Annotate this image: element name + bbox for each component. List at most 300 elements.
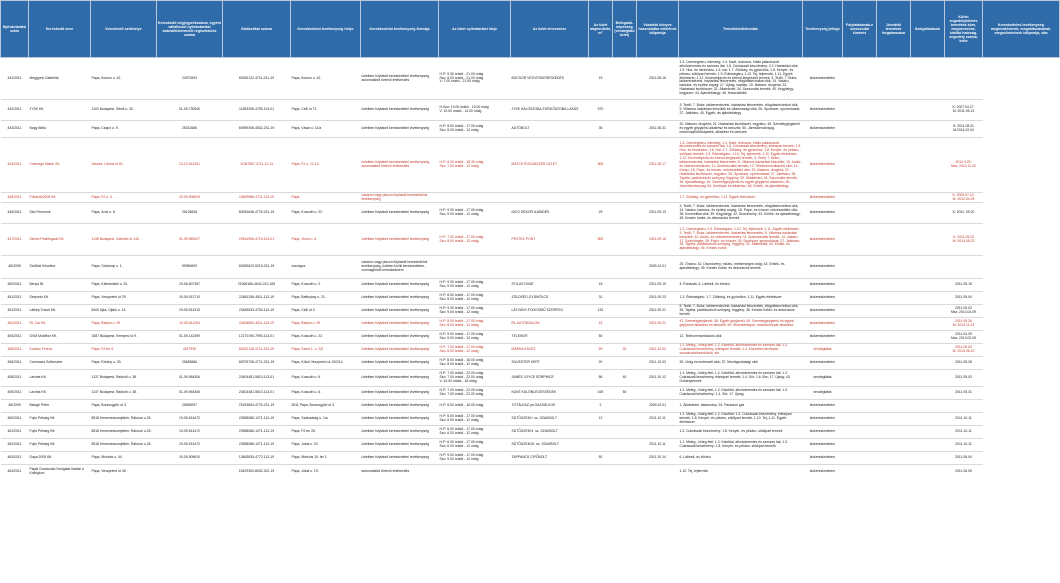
table-cell: 50 [589, 452, 613, 465]
table-cell: üzletben folytatott kereskedelmi tevékenység, automatából történő értékesítés [361, 58, 439, 100]
table-cell: H-P: 9.00 órától - 17.00 óráig Szo: 9.00 órától - 12 óráig [439, 305, 511, 318]
table-cell [613, 138, 637, 193]
table-cell: Nagy Attila [29, 121, 91, 138]
table-cell: 2011.05.28 [945, 357, 983, 370]
table-cell: Pápa, Batthyány u. 21. [291, 292, 361, 305]
table-cell [911, 58, 945, 100]
table-cell: 01-09-142499 [157, 331, 223, 344]
table-cell: 460/2011 [1, 413, 29, 426]
table-cell [877, 344, 911, 357]
table-cell: 2011.05.31 [945, 387, 983, 400]
table-cell: 2011.08.31 [637, 121, 679, 138]
table-cell: 25312686 [157, 121, 223, 138]
table-row [1, 331, 1060, 344]
table-cell: Benyó Bt. [29, 279, 91, 292]
table-cell: vendéglátás [803, 344, 843, 357]
table-cell: 454/2011 [1, 331, 29, 344]
column-header[interactable]: Tevékenység jellege [803, 1, 843, 58]
table-cell: 11353298-4759-113-01 [223, 100, 291, 121]
table-cell: SÜTŐÜZEM II. sz. SZAKBOLT [511, 426, 589, 439]
table-cell: 30. Virág és kertészeti cikk; 37. Mezőgazdasági cikk [679, 357, 803, 370]
table-cell: LÁTVÁNY-FOGGÓMŰ SZÖRFEG [511, 305, 589, 318]
table-cell: üzletben folytatott kereskedelmi tevékenység [361, 305, 439, 318]
column-header[interactable]: Kereskedelmi tevékenység formája [361, 1, 439, 58]
table-cell: 1.1. Meleg-, hideg étel; 1.2. Kávéital, alkoholmentes és szeszes ital; 1.3. Cukrászati készítmény; 1.8. Kenyér- és pékáru, sütőipari termék [679, 439, 803, 452]
column-header[interactable]: Szolgáltatások [911, 1, 945, 58]
table-cell: K: 2009.07.10. M: 2012.04.29 [945, 193, 983, 203]
table-cell: 12170190-7990-113-01 [223, 331, 291, 344]
table-cell: 459/2011 [1, 387, 29, 400]
table-cell [911, 452, 945, 465]
table-cell: üzletben folytatott kereskedelmi tevékenység [361, 370, 439, 387]
table-cell [637, 331, 679, 344]
table-cell: 2011.04.29 Msz: 2013.02.05 [945, 331, 983, 344]
table-cell: 451/2011 [1, 305, 29, 318]
table-cell: Pápa, Kossuth u. 6. [291, 370, 361, 387]
table-cell: 452/2011 [1, 318, 29, 331]
table-cell: KÁVÉ KÜLÖNLEGESSÉGEK [511, 387, 589, 400]
table-cell [911, 439, 945, 452]
table-cell: Pápa, Fő tér 4. [91, 344, 157, 357]
column-header[interactable]: Külön engedélyköteles termékek köre, megnevezése, kiállító hatóság, engedély száma, kelte [945, 1, 983, 58]
table-cell [613, 279, 637, 292]
table-cell: AUTÓBOLT [511, 121, 589, 138]
table-cell [613, 465, 637, 479]
table-cell: 2009.10.01 [637, 400, 679, 413]
table-cell: vendéglátás [803, 370, 843, 387]
table-cell: 23558086-1071-113-19 [223, 413, 291, 426]
table-cell: kiskereskedelem [803, 452, 843, 465]
table-cell: 19-09-514472 [157, 439, 223, 452]
table-cell: Szőllősi Krisztina [29, 256, 91, 279]
table-cell: 6. Lábbeli- és bőráru [679, 452, 803, 465]
table-cell: 464/2011 [1, 465, 29, 479]
table-cell [911, 318, 945, 331]
table-row [1, 387, 1060, 400]
table-cell: Vecsés, Lőrinci út 61. [91, 138, 157, 193]
table-cell: H-P: 7.00 órától - 17.00 óráig Szo: 8.00 órától - 12 óráig [439, 344, 511, 357]
table-cell: Pápa, Vásár u. 11/a [291, 121, 361, 138]
table-cell: Pápa, Jókai u. 19. [291, 465, 361, 479]
table-cell: H-P: 6.00 órától - 17.00 óráig Szo: 6.00 órától - 12 óráig [439, 426, 511, 439]
table-cell: 1.3. Csemegeáru, édesség; 1.4. Kávé, dobozos, fóliás palackozott alkoholmentes és szeszes ital; 1.6. Cukrászati készítmény, édesipari termék; 1.5. Hús- és hentesáru; 1.6. Hal; 1.7. Zöldség- és gyümölcs; 1.8. Kenyér- és pékáru, sütőipari termék; 1.9. Édességáru; 1.10. Tej, tejtermék; 1.11. Egyéb élelmiszer; 1.12. Közérzetjavító és étrend-kiegészítő termék; 3. Textil; 7. Bútor, lakberendezési, háztartási felszerelés; 8. Villamos háztartási készülék; 10. Audio- és videoberendezés; 11. Audiovizuális termék; 12. Telekommunikációs cikk; 14. Könyv; 18. Papír- és írószer, művészellátó cikk; 20. Illatszer, drogéria; 21. Háztartási tisztítószer, vegyiáru; 26. Sportszer, sportruházat; 27. Játékáru; 28. Tapéta, padlóburkoló szőnyeg, függöny; 32. Állateledel; 34. Szezonális termék; 45. Ajándéktárgy; 49. Személygépjármű és egyéb gépjármű alkatrész; 50. Járműkenőanyag; 64. Kerékpár és alkatrész; 65. Emlék- és ajándéktárgy [679, 138, 803, 193]
table-cell: 19-09-506519 [157, 193, 223, 203]
table-cell [843, 58, 877, 100]
table-cell: 1.3. Édességáru; 1.7. Zöldség- és gyümölcs; 1.11. Egyéb élelmiszer [679, 292, 803, 305]
table-cell: H-P: 9.00 órától - 17.00 óráig Szo: 9.00 órától - 12 óráig [439, 203, 511, 224]
table-cell: 2011.05.15 [945, 279, 983, 292]
column-header[interactable]: Kereskedelmi tevékenység megkezdésének, megváltozásának, megszűnésének időpontja, oka [983, 1, 1060, 58]
table-cell: 456/2011 [1, 357, 29, 370]
table-cell: 19 [589, 58, 613, 100]
table-cell: Szepieto Kft. [29, 292, 91, 305]
table-cell: MÁRKA KÁVÉZ [511, 344, 589, 357]
table-cell: Látkép Travel Kft. [29, 305, 91, 318]
table-cell: üzletben folytatott kereskedelmi tevékenység [361, 100, 439, 121]
table-cell: 45/2005 [1, 256, 29, 279]
table-cell: 15429300-8532-322-19 [223, 465, 291, 479]
table-cell [613, 452, 637, 465]
table-cell: H-P: 6.00 órától - 18.30 óráig Szo: 7.00 órától - 13 óráig [439, 138, 511, 193]
table-cell [911, 256, 945, 279]
table-cell [843, 305, 877, 318]
table-cell [613, 318, 637, 331]
table-cell: 21065166-4642-212-169 [223, 279, 291, 292]
table-cell: 1.3. Csemegeáru, édesség; 1.4. Kávé, dobozos, fóliás palackozott alkoholmentes és szeszes ital; 1.6. Cukrászati készítmény; 2.2. Háztartási cikk; 1.5. Hús- és hentesáru, 1.6. hal; 1.7. Zöldség- és gyümölcs; 1.8. Kenyér- és pékáru; sütőipari termék; 1.9. Édességáru; 1.10. Tej, tejtermék; 1.11. Egyéb élelmiszer; 1.12. Közérzetjavító és étrend-kiegészítő termék; 3. Textil, 7. Bútor, lakberendezési, háztartási felszerelés, világítástechnikai cikk; 14. Vasáru, barkács- és építési anyag; 17. Újság, napilap; 19. Illatszer, drogéria; 23. Háztartási tisztítószer; 32. Állateledel; 34. Szezonális termék; 40. Kegytárgy, kegyszer; 44. Ajándéktárgy; 46. Használtcikk [679, 58, 803, 100]
table-cell: 15 [589, 279, 613, 292]
table-cell: Pápa, Szabadság u. 1/a [291, 413, 361, 426]
table-cell: Pápa, Bocsor u. 41. [91, 58, 157, 100]
column-header[interactable]: Kereskedő neve [29, 1, 91, 58]
table-cell: kiskereskedelem [803, 279, 843, 292]
table-cell: 5. Textil; 7. Bútor, lakberendezési; háztartási felszerelés, világítástechnikai cikk; 28. Tapéta, padlóburkoló szőnyeg, függöny; 45. Kreatív hobbi- és dekorációs termék [679, 305, 803, 318]
table-row [1, 224, 1060, 256]
table-row [1, 100, 1060, 121]
table-cell: Czizmazia Szilveszter [29, 357, 91, 370]
table-cell [945, 256, 983, 279]
table-cell: 1.10. Tej, tejtermék [679, 465, 803, 479]
table-cell: Csemege Match Zrt. [29, 138, 91, 193]
table-cell: 1.1. Meleg-, hideg étel; 1.2. Kávéital, alkoholmentes és szeszes ital; 1.3. Cukrászati készítmény; 1.4. Sör; 17. Újság [679, 387, 803, 400]
table-cell: 19-09-511294 [157, 318, 223, 331]
table-cell: kiskereskedelem [803, 465, 843, 479]
table-cell: 24404892-4511-113-19 [223, 318, 291, 331]
table-cell [613, 331, 637, 344]
table-cell [613, 100, 637, 121]
table-cell: 2011.10.03 [637, 344, 679, 357]
table-cell [637, 100, 679, 121]
table-cell [843, 256, 877, 279]
column-header[interactable]: Vásárlók könyve használatba vételének időpontja [637, 1, 679, 58]
table-cell: kiskereskedelem [803, 193, 843, 203]
table-cell: 25. Óraáru; 42. Dísznövény, műáru, mesterséges virág; 43. Emlék- és ajándéktárgy; 45. Kreatív hobbi- és dekorációs termék [679, 256, 803, 279]
table-cell: 2011.10.11 [637, 413, 679, 426]
table-cell: 463/2011 [1, 452, 29, 465]
table-cell: üzletben folytatott kereskedelmi tevékenység [361, 224, 439, 256]
column-header[interactable]: Termékkörök/bontás [679, 1, 803, 58]
table-cell: 19-09-514472 [157, 426, 223, 439]
table-cell: 50 [589, 331, 613, 344]
table-cell: 1.1. Meleg-, hideg étel; 1.2. Kávéital; 1.3. Cukrászati készítmény, édesipari termék; 1.8. Kenyér- és pékáru, sütőipari termék; 1.10. Tej; 1.11. Egyéb élelmiszer [679, 413, 803, 426]
column-header[interactable]: Nyilvántartási szám [1, 1, 29, 58]
table-cell: 75193664-4776-231-19 [223, 400, 291, 413]
table-cell: kiskereskedelem [803, 318, 843, 331]
table-cell: üzletben folytatott kereskedelmi tevékenység [361, 331, 439, 344]
table-cell [637, 426, 679, 439]
table-cell: 444/2011 [1, 138, 29, 193]
table-cell [843, 121, 877, 138]
table-cell: 40 [613, 370, 637, 387]
column-header[interactable]: Kereskedelmi tevékenység helye [291, 1, 361, 58]
table-cell: H-P: 8.00 órától - 18.00 óráig Szo: 8.00 órától - 12 óráig [439, 357, 511, 370]
table-cell [637, 387, 679, 400]
table-cell: Pápa, Celli út 71. [291, 100, 361, 121]
table-body [1, 58, 1060, 479]
table-cell: 2011.10.11 [945, 413, 983, 426]
table-cell [439, 256, 511, 279]
table-cell: vásáron vagy piacon folytatott kereskedelmi tevékenység, üzleten kívüli kereskedelem, csomagküldő kereskedelem [361, 256, 439, 279]
table-cell: Pápa, Munkás u. 44. [91, 452, 157, 465]
table-cell: 443/2011 [1, 121, 29, 138]
table-cell: SILVESTER KERT [511, 357, 589, 370]
table-cell: 1.1. Meleg-, hideg étel; 1.2. Kávéital, alkoholmentes és szeszes ital; 1.3. Cukrászati készítmény, édesipari termék; 1.4. Közvetlen kerékpár-szórakoztatóeszközök, sör [679, 344, 803, 357]
table-cell: 2011.10.12 [637, 370, 679, 387]
table-cell: 1103 Budapest, Sibrik u. 30. [91, 100, 157, 121]
column-header[interactable]: Statisztikai száma [223, 1, 291, 58]
table-cell [877, 426, 911, 439]
table-cell: 1.3. Cukrászati készítmény; 1.8. Kenyér- és pékáru, sütőipari termék [679, 426, 803, 439]
table-cell: 19-06-507357 [157, 279, 223, 292]
table-cell [877, 413, 911, 426]
table-row [1, 256, 1060, 279]
column-header[interactable]: Az üzlet elnevezése [511, 1, 589, 58]
column-header[interactable]: Befogadó-képesség (vendéglátó üzlet) [613, 1, 637, 58]
table-cell: 2011.05.02 Msz: 2013.04.09 [945, 305, 983, 318]
table-cell [911, 138, 945, 193]
table-cell: 8518 Kemenessomjetbér, Rákóczi u.25. [91, 413, 157, 426]
column-header[interactable]: Az üzlet nyitvatartási ideje [439, 1, 511, 58]
table-cell: H-P: 8.00 órától - 17.00 óráig Szo: 8.00 órától - 12 óráig [439, 121, 511, 138]
table-cell: NICO DEKOR AJÁNDÉK [511, 203, 589, 224]
table-cell: 47. Személygépjármű; 48. Egyéb gépjármű; 49. Személygépjármű és egyéb gépjármű alkatrész és tartozék; 50. Motorkerékpár, motorkerékpár alkatrész [679, 318, 803, 331]
table-cell [911, 100, 945, 121]
table-cell: üzletben folytatott kereskedelmi tevékenység [361, 318, 439, 331]
table-cell [613, 357, 637, 370]
table-cell: kiskereskedelem [803, 357, 843, 370]
table-cell: 23483633-4753-113-19 [223, 305, 291, 318]
table-cell: K: 2011.08.31 M:2014.02.04 [945, 121, 983, 138]
table-cell [911, 387, 945, 400]
table-cell: Fojtó Pékség Kft. [29, 426, 91, 439]
table-cell: 54202128-4711-231-19 [223, 344, 291, 357]
table-cell: 461/2011 [1, 426, 29, 439]
table-cell: 3. Textil; 7. Bútor, lakberendezési, háztartási felszerelés, világítástechnikai cikk; 14. Vasáru, barkács- és építési anyag; 18. Papír- és írószer, művészellátó cikk; 36. Kozmetikai cikk; 39. Kegytárgy; 42. Dísznövény; 43. Emlék- és ajándéktárgy; 45. Kreatív hobbi- és dekorációs termék [679, 203, 803, 224]
table-cell: üzletben folytatott kereskedelmi tevékenység [361, 292, 439, 305]
table-cell: 19-09-512710 [157, 292, 223, 305]
table-cell [843, 370, 877, 387]
table-cell: 11367667-4711-11-13 [223, 138, 291, 193]
table-cell [843, 439, 877, 452]
table-cell [511, 465, 589, 479]
table-row [1, 426, 1060, 439]
table-cell [911, 121, 945, 138]
table-cell [589, 426, 613, 439]
table-cell [877, 279, 911, 292]
table-row [1, 203, 1060, 224]
table-cell: H-P: 7.00 órától - 17.00 óráig Szo: 8.00 órától - 12 óráig [439, 224, 511, 256]
table-cell: üzletben folytatott kereskedelmi tevékenység [361, 439, 439, 452]
table-cell: 29 [589, 203, 613, 224]
table-cell: Pápa, Ebrány u. 33. [91, 357, 157, 370]
table-cell: Pápa, Külső Veszprémi út 19/2/14 [291, 357, 361, 370]
table-cell: 59 [589, 344, 613, 357]
table-cell: ZÖLDSÉG-GYÜMÖLCS [511, 292, 589, 305]
table-cell: Pápa [291, 193, 361, 203]
table-cell: Fojtó Pékség Kft. [29, 439, 91, 452]
table-cell [613, 413, 637, 426]
table-cell [911, 465, 945, 479]
table-cell [613, 58, 637, 100]
table-row [1, 292, 1060, 305]
table-cell: 60289623-5219-231-19 [223, 256, 291, 279]
table-header-row [1, 1, 1060, 58]
table-row [1, 413, 1060, 426]
table-cell: 35 [589, 121, 613, 138]
table-cell [877, 400, 911, 413]
table-cell: 1.7. Zöldség- és gyümölcs; 1.11. Egyéb élelmiszer [679, 193, 803, 203]
table-cell: 19-09-509610 [157, 452, 223, 465]
table-cell [439, 465, 511, 479]
table-cell: országos [291, 256, 361, 279]
table-cell: 2011.08.16 [637, 58, 679, 100]
table-cell: BOCSOR VEGYESKERESKEDÉS [511, 58, 589, 100]
table-cell [613, 224, 637, 256]
table-cell: Pápa, Fő tér 28. [291, 426, 361, 439]
table-cell [911, 370, 945, 387]
table-cell: TAPPANCS CIPŐBOLT [511, 452, 589, 465]
column-header[interactable]: Az üzlet alapterülete, m² [589, 1, 613, 58]
table-cell: Pápa, Március 15. tér 1. [291, 452, 361, 465]
table-cell: Balogh Péter [29, 400, 91, 413]
table-row [1, 318, 1060, 331]
table-cell: kiskereskedelem [803, 426, 843, 439]
table-cell: üzletben folytatott kereskedelmi tevékenység, automatából történő értékesítés [361, 138, 439, 193]
table-cell [877, 465, 911, 479]
table-cell: 1087 Budapest, Kerepesi út 9. [91, 331, 157, 344]
table-cell [877, 387, 911, 400]
table-cell [877, 292, 911, 305]
table-cell [637, 465, 679, 479]
table-cell: 30 [613, 344, 637, 357]
table-cell [613, 193, 637, 203]
table-cell [589, 465, 613, 479]
table-cell: H-P: 9.00 órától - 17.00 óráig Szo: 9.00 órától - 12 óráig [439, 331, 511, 344]
table-cell [911, 224, 945, 256]
table-cell: 25559097 [157, 400, 223, 413]
table-cell: 46/2009 [1, 400, 29, 413]
table-cell: 4017930 [157, 344, 223, 357]
table-cell [843, 426, 877, 439]
table-cell: Pápa, Csapó u. 9. [91, 121, 157, 138]
table-cell [613, 400, 637, 413]
table-cell: üzletben folytatott kereskedelmi tevékenység [361, 387, 439, 400]
table-cell: 20. Illatszer, drogéria; 21. Háztartási tisztítószer, vegyiáru; 49. Személygépjármű és egyéb gépjármű alkatrész és tartozék; 50. Járműkenőanyag, motorolaj/hűtőfolyadék, alkatrész és tartozék [679, 121, 803, 138]
table-cell: 50 [613, 387, 637, 400]
table-cell: 19-09-514310 [157, 305, 223, 318]
table-cell [911, 400, 945, 413]
table-row [1, 121, 1060, 138]
table-cell [157, 465, 223, 479]
table-cell: 2011.09.21 [637, 318, 679, 331]
table-cell [843, 344, 877, 357]
table-cell: 01-09-969227 [157, 224, 223, 256]
table-cell: 169 [589, 387, 613, 400]
table-cell: 447/2011 [1, 224, 29, 256]
table-cell: 1137 Budapest, Radnóti u. 38. [91, 370, 157, 387]
column-header[interactable]: Kereskedő cégjegyzékszáma, egyéni vállalkozói nyilvántartási száma/kistermelői regisztrációs száma [157, 1, 223, 58]
table-cell: Pápa, Fő u. 4. [91, 193, 157, 203]
table-cell: Frikandó2005 Kft. [29, 193, 91, 203]
table-cell: H-Szo: 10.00 órától - 19.00 óráig V: 10.00 órától - 14.00 óráig [439, 100, 511, 121]
table-cell: 3. Textil; 7. Bútor, lakberendezési, háztartási felszerelés, világítástechnikai cikk; 9. Villamos háztartási készülék és villamossági cikk; 26. Sportszer, sportruházat; 37. Játékáru; 45. Egyéb, ás ajándéktárgy [679, 100, 803, 121]
table-cell [843, 279, 877, 292]
table-cell: TELENOR [511, 331, 589, 344]
table-cell: Pápa, Kossuth u. 22. [291, 331, 361, 344]
table-cell: H-P: 8.00 órától - 17.00 óráig Szo: 8.00 órától - 12 óráig [439, 318, 511, 331]
table-cell [589, 439, 613, 452]
table-cell: H-P: 9.00 órától - 17.00 óráig Szo: 9.00 órától - 12 óráig [439, 452, 511, 465]
table-cell: 2011.09.23 [637, 292, 679, 305]
table-cell: kiskereskedelem [803, 331, 843, 344]
table-cell [843, 203, 877, 224]
table-cell: Pápa, Jókai u. 92. [291, 439, 361, 452]
table-cell [843, 357, 877, 370]
table-cell: 2009.12.01 [637, 256, 679, 279]
table-cell: SÜTŐÜZEM I. sz. SZAKBOLT [511, 413, 589, 426]
table-cell [911, 357, 945, 370]
table-cell: kiskereskedelem [803, 400, 843, 413]
table-cell: vendéglátás [803, 387, 843, 400]
table-cell: Pápa, Gárdonyi u. 1. [91, 256, 157, 279]
table-cell: 2011.09.13 [637, 203, 679, 224]
table-cell: RL AUTÓSZALON [511, 318, 589, 331]
table-cell: Pápa, Kossuth u. 22. [291, 203, 361, 224]
table-cell: K: 2011.09.20 M: 2013.05.22 [945, 224, 983, 256]
table-cell [511, 256, 589, 279]
table-cell [911, 331, 945, 344]
table-cell: 23514906-4719-113-01 [223, 224, 291, 256]
table-row [1, 439, 1060, 452]
table-cell: 1138 Budapest, Gidiméti út 140. [91, 224, 157, 256]
table-cell: 01-09-964306 [157, 387, 223, 400]
table-cell: 451/2011 [1, 292, 29, 305]
table-cell: üzletben folytatott kereskedelmi tevékenység [361, 357, 439, 370]
table-cell: 60934646-4778-231-19 [223, 203, 291, 224]
table-row [1, 58, 1060, 100]
table-cell [911, 292, 945, 305]
column-header[interactable]: Kereskedő székhelye [91, 1, 157, 58]
table-cell: 450/2011 [1, 279, 29, 292]
table-cell: 1137 Budapest, Radnóti u. 38. [91, 387, 157, 400]
table-cell: 455/2011 [1, 344, 29, 357]
table-cell [877, 256, 911, 279]
table-row [1, 279, 1060, 292]
table-cell: Pápa, Árok u. 8. [91, 203, 157, 224]
table-cell: 01-09-964306 [157, 370, 223, 387]
table-cell: üzletben folytatott kereskedelmi tevékenység [361, 426, 439, 439]
table-row [1, 193, 1060, 203]
table-cell: JYSK HÁLÓSZOBA-FÜRDŐSZOBA-LAKÁS [511, 100, 589, 121]
table-cell: Pápa, Batyus u. 29. [291, 318, 361, 331]
table-cell: 12. Telekommunikációs cikk [679, 331, 803, 344]
table-cell: H-P: 7.00 órától - 22.00 óráig Szo: 7.00 órától - 22.00 óráig [439, 387, 511, 400]
table-cell [877, 58, 911, 100]
table-cell: kiskereskedelem [803, 138, 843, 193]
table-cell: Pápa, Veszprémi út 45. [91, 465, 157, 479]
table-cell: H-P: 7.00 órától - 22.00 óráig Szo: 7.00 órától - 22.00 óráig V: 10.00 órától - 18 óráig [439, 370, 511, 387]
table-cell: automatából történő értékesítés [361, 465, 439, 479]
table-cell: 8518 Kemenessomjetbér, Rákóczi u.25. [91, 426, 157, 439]
column-header[interactable]: Folytatásának-e szeszesital kimérés [843, 1, 877, 58]
table-cell: 132 [589, 305, 613, 318]
table-cell: 13663835-4772-113-19 [223, 452, 291, 465]
column-header[interactable]: Jövedéki termékek forgalmazása [877, 1, 911, 58]
table-cell: kiskereskedelem [803, 413, 843, 426]
table-cell: 442/2011 [1, 58, 29, 100]
table-row [1, 400, 1060, 413]
table-cell [843, 318, 877, 331]
table-cell: 2011.10.14 [637, 452, 679, 465]
